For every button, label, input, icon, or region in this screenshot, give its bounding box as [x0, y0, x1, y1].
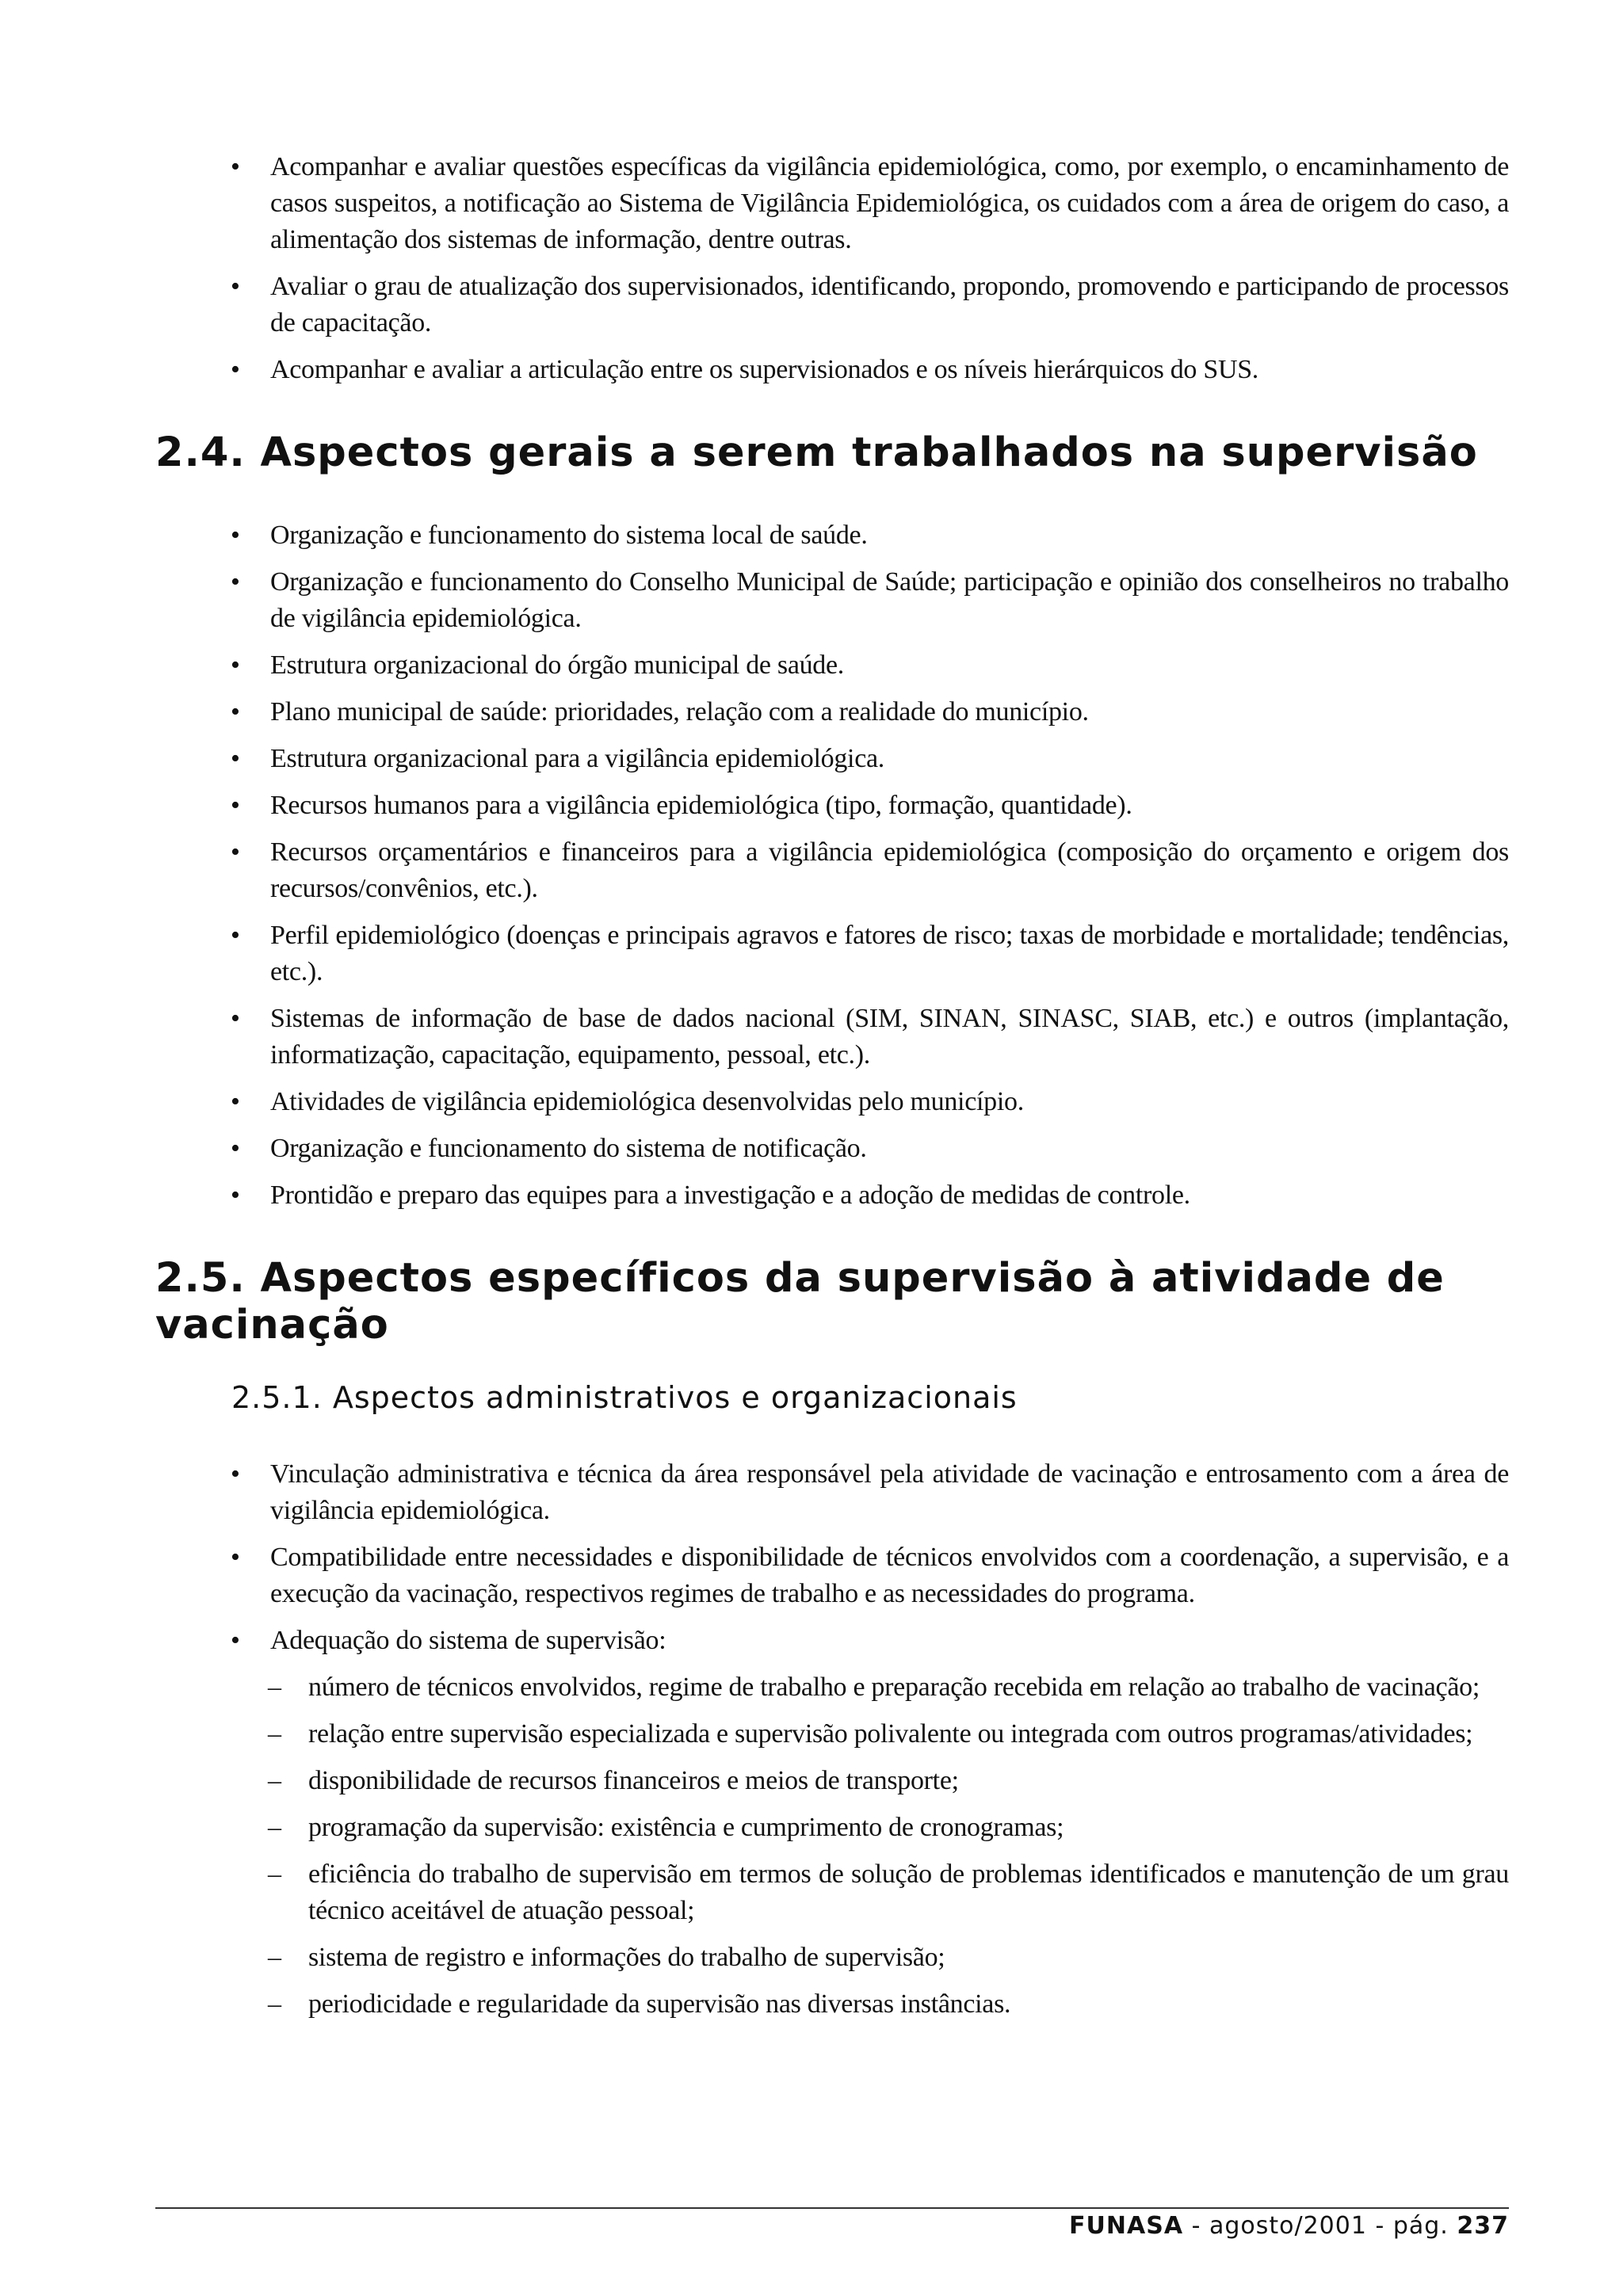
list-item: – número de técnicos envolvidos, regime de trabalho e preparação recebida em relação ao trabalho de vacinação; — [155, 1669, 1509, 1706]
list-item: • Estrutura organizacional para a vigilância epidemiológica. — [155, 741, 1509, 777]
list-item: • Organização e funcionamento do sistema local de saúde. — [155, 517, 1509, 554]
dash-icon: – — [268, 1672, 281, 1702]
dash-icon: – — [268, 1719, 281, 1749]
bullet-icon: • — [231, 152, 240, 181]
list-item: – disponibilidade de recursos financeiros e meios de transporte; — [155, 1763, 1509, 1799]
list-item: • Sistemas de informação de base de dados nacional (SIM, SINAN, SINASC, SIAB, etc.) e outros (implantação, informatização, capacitação, equipamento, pessoal, etc.). — [155, 1001, 1509, 1074]
section-2-5-bullet-list — [155, 1456, 1509, 1659]
footer-divider — [155, 2207, 1509, 2209]
bullet-icon: • — [231, 650, 240, 680]
subsection-heading-2-5-1: 2.5.1. Aspectos administrativos e organizacionais — [231, 1380, 1018, 1415]
bullet-icon: • — [231, 1543, 240, 1572]
bullet-icon: • — [231, 355, 240, 384]
dash-icon: – — [268, 1859, 281, 1889]
list-item: • Atividades de vigilância epidemiológica desenvolvidas pelo município. — [155, 1084, 1509, 1120]
dash-icon: – — [268, 1943, 281, 1972]
footer-date: - agosto/2001 - pág. — [1183, 2212, 1457, 2240]
dash-icon: – — [268, 1989, 281, 2019]
bullet-icon: • — [231, 1459, 240, 1489]
list-item: • Acompanhar e avaliar questões específicas da vigilância epidemiológica, como, por exemplo, o encaminhamento de casos suspeitos, a notificação ao Sistema de Vigilância Epidemiológica, os cuidados com a área de origem do caso, a alimentação dos sistemas de informação, dentre outras. — [155, 149, 1509, 258]
list-item: • Vinculação administrativa e técnica da área responsável pela atividade de vacinação e entrosamento com a área de vigilância epidemiológica. — [155, 1456, 1509, 1529]
list-item: • Perfil epidemiológico (doenças e principais agravos e fatores de risco; taxas de morbidade e mortalidade; tendências, etc.). — [155, 917, 1509, 990]
list-item: – programação da supervisão: existência e cumprimento de cronogramas; — [155, 1810, 1509, 1846]
list-item: • Acompanhar e avaliar a articulação entre os supervisionados e os níveis hierárquicos do SUS. — [155, 352, 1509, 388]
footer-org: FUNASA — [1069, 2212, 1184, 2240]
page-footer — [1069, 2212, 1509, 2240]
supervision-dash-list — [155, 1669, 1509, 2023]
list-item: • Estrutura organizacional do órgão municipal de saúde. — [155, 647, 1509, 684]
bullet-icon: • — [231, 567, 240, 597]
list-item: – eficiência do trabalho de supervisão em termos de solução de problemas identificados e manutenção de um grau técnico aceitável de atuação pessoal; — [155, 1856, 1509, 1929]
bullet-icon: • — [231, 1004, 240, 1033]
list-item: • Compatibilidade entre necessidades e disponibilidade de técnicos envolvidos com a coordenação, a supervisão, e a execução da vacinação, respectivos regimes de trabalho e as necessidades do programa. — [155, 1539, 1509, 1612]
list-item: • Recursos humanos para a vigilância epidemiológica (tipo, formação, quantidade). — [155, 788, 1509, 824]
list-item: • Recursos orçamentários e financeiros para a vigilância epidemiológica (composição do orçamento e origem dos recursos/convênios, etc.). — [155, 834, 1509, 907]
list-item: • Plano municipal de saúde: prioridades, relação com a realidade do município. — [155, 694, 1509, 730]
bullet-icon: • — [231, 1134, 240, 1163]
section-2-4-bullet-list — [155, 517, 1509, 1214]
bullet-icon: • — [231, 521, 240, 550]
bullet-icon: • — [231, 1180, 240, 1210]
intro-bullet-list — [155, 149, 1509, 388]
list-item: • Avaliar o grau de atualização dos supervisionados, identificando, propondo, promovendo e participando de processos de capacitação. — [155, 269, 1509, 341]
page-number: 237 — [1457, 2212, 1509, 2240]
bullet-icon: • — [231, 791, 240, 820]
dash-icon: – — [268, 1766, 281, 1795]
bullet-icon: • — [231, 1626, 240, 1655]
section-heading-2-5: 2.5. Aspectos específicos da supervisão à atividade de vacinação — [155, 1255, 1445, 1348]
list-item: • Organização e funcionamento do sistema de notificação. — [155, 1131, 1509, 1167]
list-item: • Adequação do sistema de supervisão: — [155, 1623, 1509, 1659]
list-item: • Prontidão e preparo das equipes para a investigação e a adoção de medidas de controle. — [155, 1177, 1509, 1214]
section-heading-2-4: 2.4. Aspectos gerais a serem trabalhados na supervisão — [155, 429, 1478, 476]
list-item: – sistema de registro e informações do trabalho de supervisão; — [155, 1939, 1509, 1976]
bullet-icon: • — [231, 272, 240, 301]
dash-icon: – — [268, 1813, 281, 1842]
bullet-icon: • — [231, 921, 240, 950]
list-item: – relação entre supervisão especializada e supervisão polivalente ou integrada com outros programas/atividades; — [155, 1716, 1509, 1753]
bullet-icon: • — [231, 697, 240, 727]
list-item: • Organização e funcionamento do Conselho Municipal de Saúde; participação e opinião dos conselheiros no trabalho de vigilância epidemiológica. — [155, 564, 1509, 637]
list-item: – periodicidade e regularidade da supervisão nas diversas instâncias. — [155, 1986, 1509, 2023]
bullet-icon: • — [231, 744, 240, 773]
bullet-icon: • — [231, 837, 240, 867]
bullet-icon: • — [231, 1087, 240, 1116]
